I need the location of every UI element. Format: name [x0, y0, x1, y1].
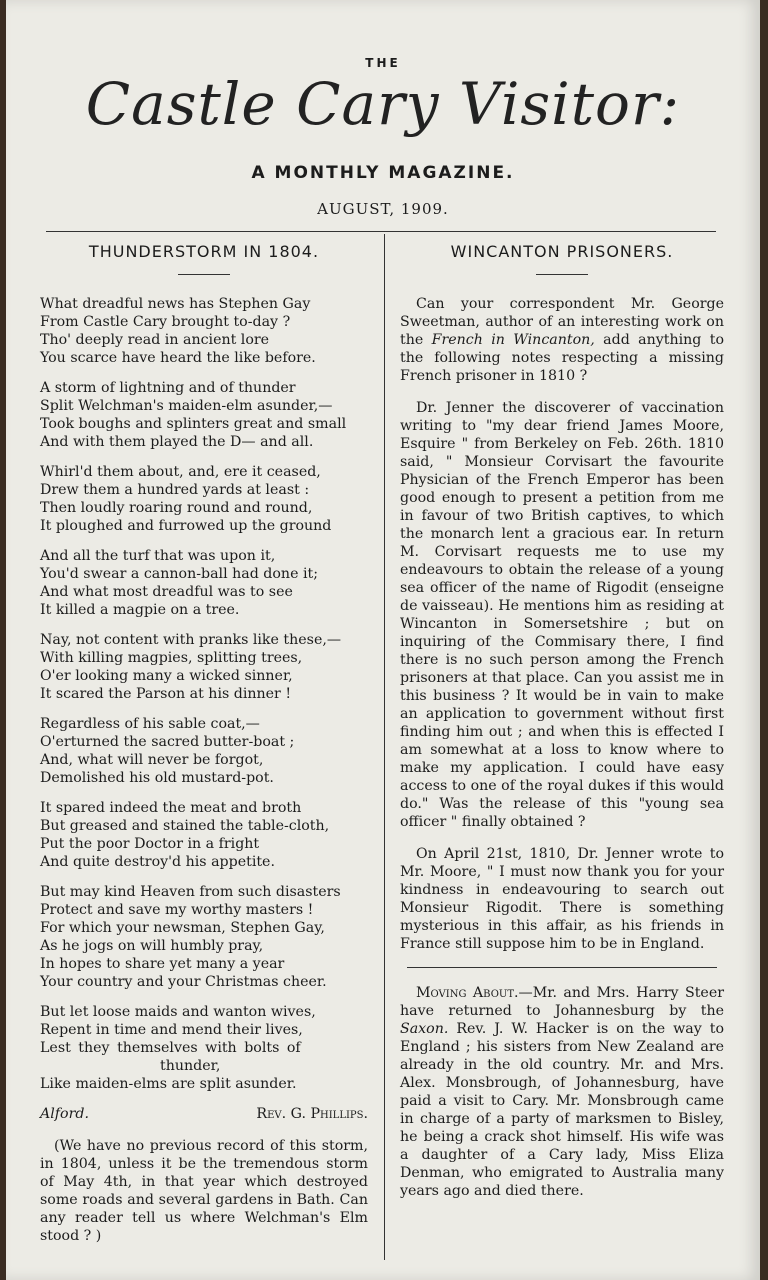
poem-line: Split Welchman's maiden-elm asunder,— [40, 398, 333, 414]
poem-line: It scared the Parson at his dinner ! [40, 686, 292, 702]
poem-line: A storm of lightning and of thunder [40, 380, 296, 396]
article-body [400, 295, 724, 1200]
poem-line: O'er looking many a wicked sinner, [40, 668, 293, 684]
stanza [40, 1003, 368, 1093]
poem-line: Took boughs and splinters great and small [40, 416, 347, 432]
poem-line: In hopes to share yet many a year [40, 956, 285, 972]
poem-line: Nay, not content with pranks like these,— [40, 632, 342, 648]
poem-line: Tho' deeply read in ancient lore [40, 332, 270, 348]
heading-rule [178, 274, 230, 275]
poem-line: Like maiden-elms are split asunder. [40, 1076, 297, 1092]
stanza [40, 799, 368, 871]
poem-line: Regardless of his sable coat,— [40, 716, 260, 732]
poem-line: You scarce have heard the like before. [40, 350, 316, 366]
stanza [40, 883, 368, 991]
poem-line: What dreadful news has Stephen Gay [40, 296, 311, 312]
paragraph: On April 21st, 1810, Dr. Jenner wrote to Mr. Moore, " I must now thank you for your kindness in endeavouring to search out Monsieur Rigodit. There is something mysterious in this affair, as his friends in France still suppose him to be in England. [400, 846, 724, 952]
paragraph [400, 984, 724, 1200]
issue-date: AUGUST, 1909. [317, 200, 449, 218]
poem-line: Protect and save my worthy masters ! [40, 902, 314, 918]
poem-line: Demolished his old mustard-pot. [40, 770, 274, 786]
section-lead: Moving About. [416, 985, 519, 1001]
poem-line: Repent in time and mend their lives, [40, 1022, 303, 1038]
poem-line: It spared indeed the meat and broth [40, 800, 302, 816]
magazine-title: Castle Cary Visitor: [85, 70, 681, 138]
poem [40, 295, 368, 1093]
poem-line: And all the turf that was upon it, [40, 548, 276, 564]
poem-line: Your country and your Christmas cheer. [40, 974, 327, 990]
poem-line: O'erturned the sacred butter-boat ; [40, 734, 295, 750]
paragraph-text: Rev. J. W. Hacker is on the way to England ; his sisters from New Zealand are already in the old country. Mr. and Mrs. Alex. Monsbrough, of Johannesburg, have paid a visit to Cary. Mr. Monsbrough came in charge of a party of marksmen to Bisley, he being a crack shot himself. His wife was a daughter of a Cary lady, Miss Eliza Denman, who emigrated to Australia many years ago and died there. [400, 1021, 724, 1199]
stanza [40, 631, 368, 703]
stanza [40, 547, 368, 619]
header-rule [46, 231, 716, 232]
section-rule [407, 967, 717, 968]
signature-author: Rev. G. Phillips. [256, 1106, 368, 1122]
poem-line: Whirl'd them about, and, ere it ceased, [40, 464, 321, 480]
paragraph-text: —Mr. and Mrs. Harry Steer have returned to Johannesburg by the [400, 985, 724, 1019]
stanza [40, 379, 368, 451]
book-title: French in Wincanton, [431, 332, 595, 348]
editor-note: (We have no previous record of this storm, in 1804, unless it be the tremendous storm of May 4th, in that year which destroyed some roads and several gardens in Bath. Can any reader tell us where Welchman's Elm stood ? ) [40, 1138, 368, 1244]
poem-line: And what most dreadful was to see [40, 584, 293, 600]
poem-line: Then loudly roaring round and round, [40, 500, 313, 516]
signature-place: Alford. [40, 1106, 89, 1122]
poem-line: And quite destroy'd his appetite. [40, 854, 275, 870]
stanza [40, 715, 368, 787]
poem-line: But let loose maids and wanton wives, [40, 1004, 316, 1020]
poem-line: Drew them a hundred yards at least : [40, 482, 310, 498]
right-column [400, 240, 724, 1214]
poem-line: thunder, [160, 1058, 221, 1074]
poem-line: But greased and stained the table-cloth, [40, 818, 330, 834]
paragraph: Dr. Jenner the discoverer of vaccination writing to "my dear friend James Moore, Esquire " from Berkeley on Feb. 26th. 1810 said, " Monsieur Corvisart the favourite Physician of the French Emperor has been good enough to present a petition from me in favour of two British captives, to which the monarch lent a gracious ear. In return M. Corvisart requests me to use my endeavours to obtain the release of a young sea officer of the name of Rigodit (enseigne de vaisseau). He mentions him as residing at Wincanton in Somersetshire ; but on inquiring of the Commisary there, I find there is no such person among the French prisoners at that place. Can you assist me in this business ? It would be in vain to make an application to government without first finding him out ; and when this is effected I am somewhat at a loss to know where to make my application. I could have easy access to one of the royal dukes if this would do." Was the release of this "young sea officer " finally obtained ? [400, 400, 724, 830]
poem-line: But may kind Heaven from such disasters [40, 884, 341, 900]
paragraph [400, 295, 724, 385]
poem-line: From Castle Cary brought to-day ? [40, 314, 291, 330]
article-heading: WINCANTON PRISONERS. [450, 242, 674, 261]
poem-line: It killed a magpie on a tree. [40, 602, 240, 618]
poem-line: You'd swear a cannon-ball had done it; [40, 566, 318, 582]
paragraph-text: add anything to the following notes respecting a missing French prisoner in 1810 ? [400, 332, 724, 384]
poem-line: Put the poor Doctor in a fright [40, 836, 260, 852]
poem-line: And with them played the D— and all. [40, 434, 314, 450]
signature [40, 1105, 368, 1123]
stanza [40, 463, 368, 535]
poem-line: With killing magpies, splitting trees, [40, 650, 303, 666]
left-column [40, 240, 368, 1245]
heading-rule [536, 274, 588, 275]
paragraph-text: Can your correspondent Mr. George Sweetman, author of an interesting work on the [400, 296, 724, 348]
magazine-page [6, 0, 760, 1280]
column-divider [384, 234, 385, 1260]
stanza [40, 295, 368, 367]
poem-line: It ploughed and furrowed up the ground [40, 518, 332, 534]
poem-line: And, what will never be forgot, [40, 752, 264, 768]
poem-line: For which your newsman, Stephen Gay, [40, 920, 325, 936]
masthead-the: THE [365, 56, 401, 70]
poem-line: Lest they themselves with bolts of [40, 1040, 301, 1056]
poem-heading: THUNDERSTORM IN 1804. [88, 242, 320, 261]
ship-name: Saxon. [400, 1021, 449, 1037]
magazine-subtitle: A MONTHLY MAGAZINE. [251, 163, 515, 183]
poem-line: As he jogs on will humbly pray, [40, 938, 264, 954]
